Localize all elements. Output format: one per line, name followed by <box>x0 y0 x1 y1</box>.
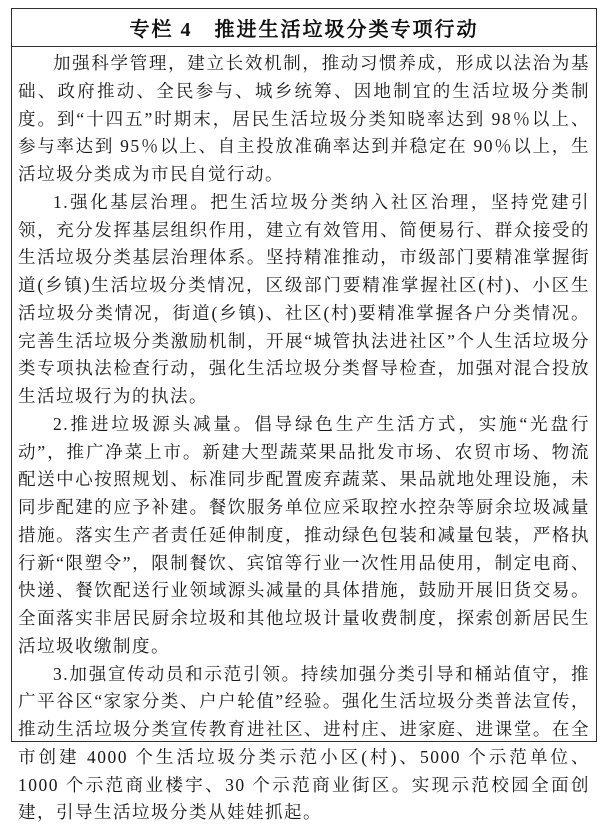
body-paragraph: 3.加强宣传动员和示范引领。持续加强分类引导和桶站值守，推广平谷区“家家分类、户户轮值”经验。强化生活垃圾分类普法宣传，推动生活垃圾分类宣传教育进社区、进村庄、进家庭、进课堂。在全市创建 4000 个生活垃圾分类示范小区(村)、5000 个示范单位、1000 个示范商业楼宇、30 个示范商业街区。实现示范校园全面创建，引导生活垃圾分类从娃娃抓起。 <box>18 661 590 827</box>
body-paragraph: 1.强化基层治理。把生活垃圾分类纳入社区治理，坚持党建引领，充分发挥基层组织作用，建立有效管用、简便易行、群众接受的生活垃圾分类基层治理体系。坚持精准推动，市级部门要精准掌握街道(乡镇)生活垃圾分类情况，区级部门要精准掌握社区(村)、小区生活垃圾分类情况，街道(乡镇)、社区(村)要精准掌握各户分类情况。完善生活垃圾分类激励机制，开展“城管执法进社区”个人生活垃圾分类专项执法检查行动，强化生活垃圾分类督导检查，加强对混合投放生活垃圾行为的执法。 <box>18 189 590 411</box>
body-paragraph: 2.推进垃圾源头减量。倡导绿色生产生活方式，实施“光盘行动”，推广净菜上市。新建大型蔬菜果品批发市场、农贸市场、物流配送中心按照规划、标准同步配置废弃蔬菜、果品就地处理设施，未同步配建的应予补建。餐饮服务单位应采取控水控杂等厨余垃圾减量措施。落实生产者责任延伸制度，推动绿色包装和减量包装，严格执行新“限塑令”，限制餐饮、宾馆等行业一次性用品使用，制定电商、快递、餐饮配送行业领域源头减量的具体措施，鼓励开展旧货交易。全面落实非居民厨余垃圾和其他垃圾计量收费制度，探索创新居民生活垃圾收缴制度。 <box>18 411 590 661</box>
column-title: 专栏 4 推进生活垃圾分类专项行动 <box>12 9 596 47</box>
column-body <box>12 47 596 827</box>
body-paragraph: 加强科学管理，建立长效机制，推动习惯养成，形成以法治为基础、政府推动、全民参与、城乡统筹、因地制宜的生活垃圾分类制度。到“十四五”时期末，居民生活垃圾分类知晓率达到 98％以上、参与率达到 95％以上、自主投放准确率达到并稳定在 90％以上，生活垃圾分类成为市民自觉行动。 <box>18 50 590 189</box>
policy-column-box <box>11 8 597 742</box>
